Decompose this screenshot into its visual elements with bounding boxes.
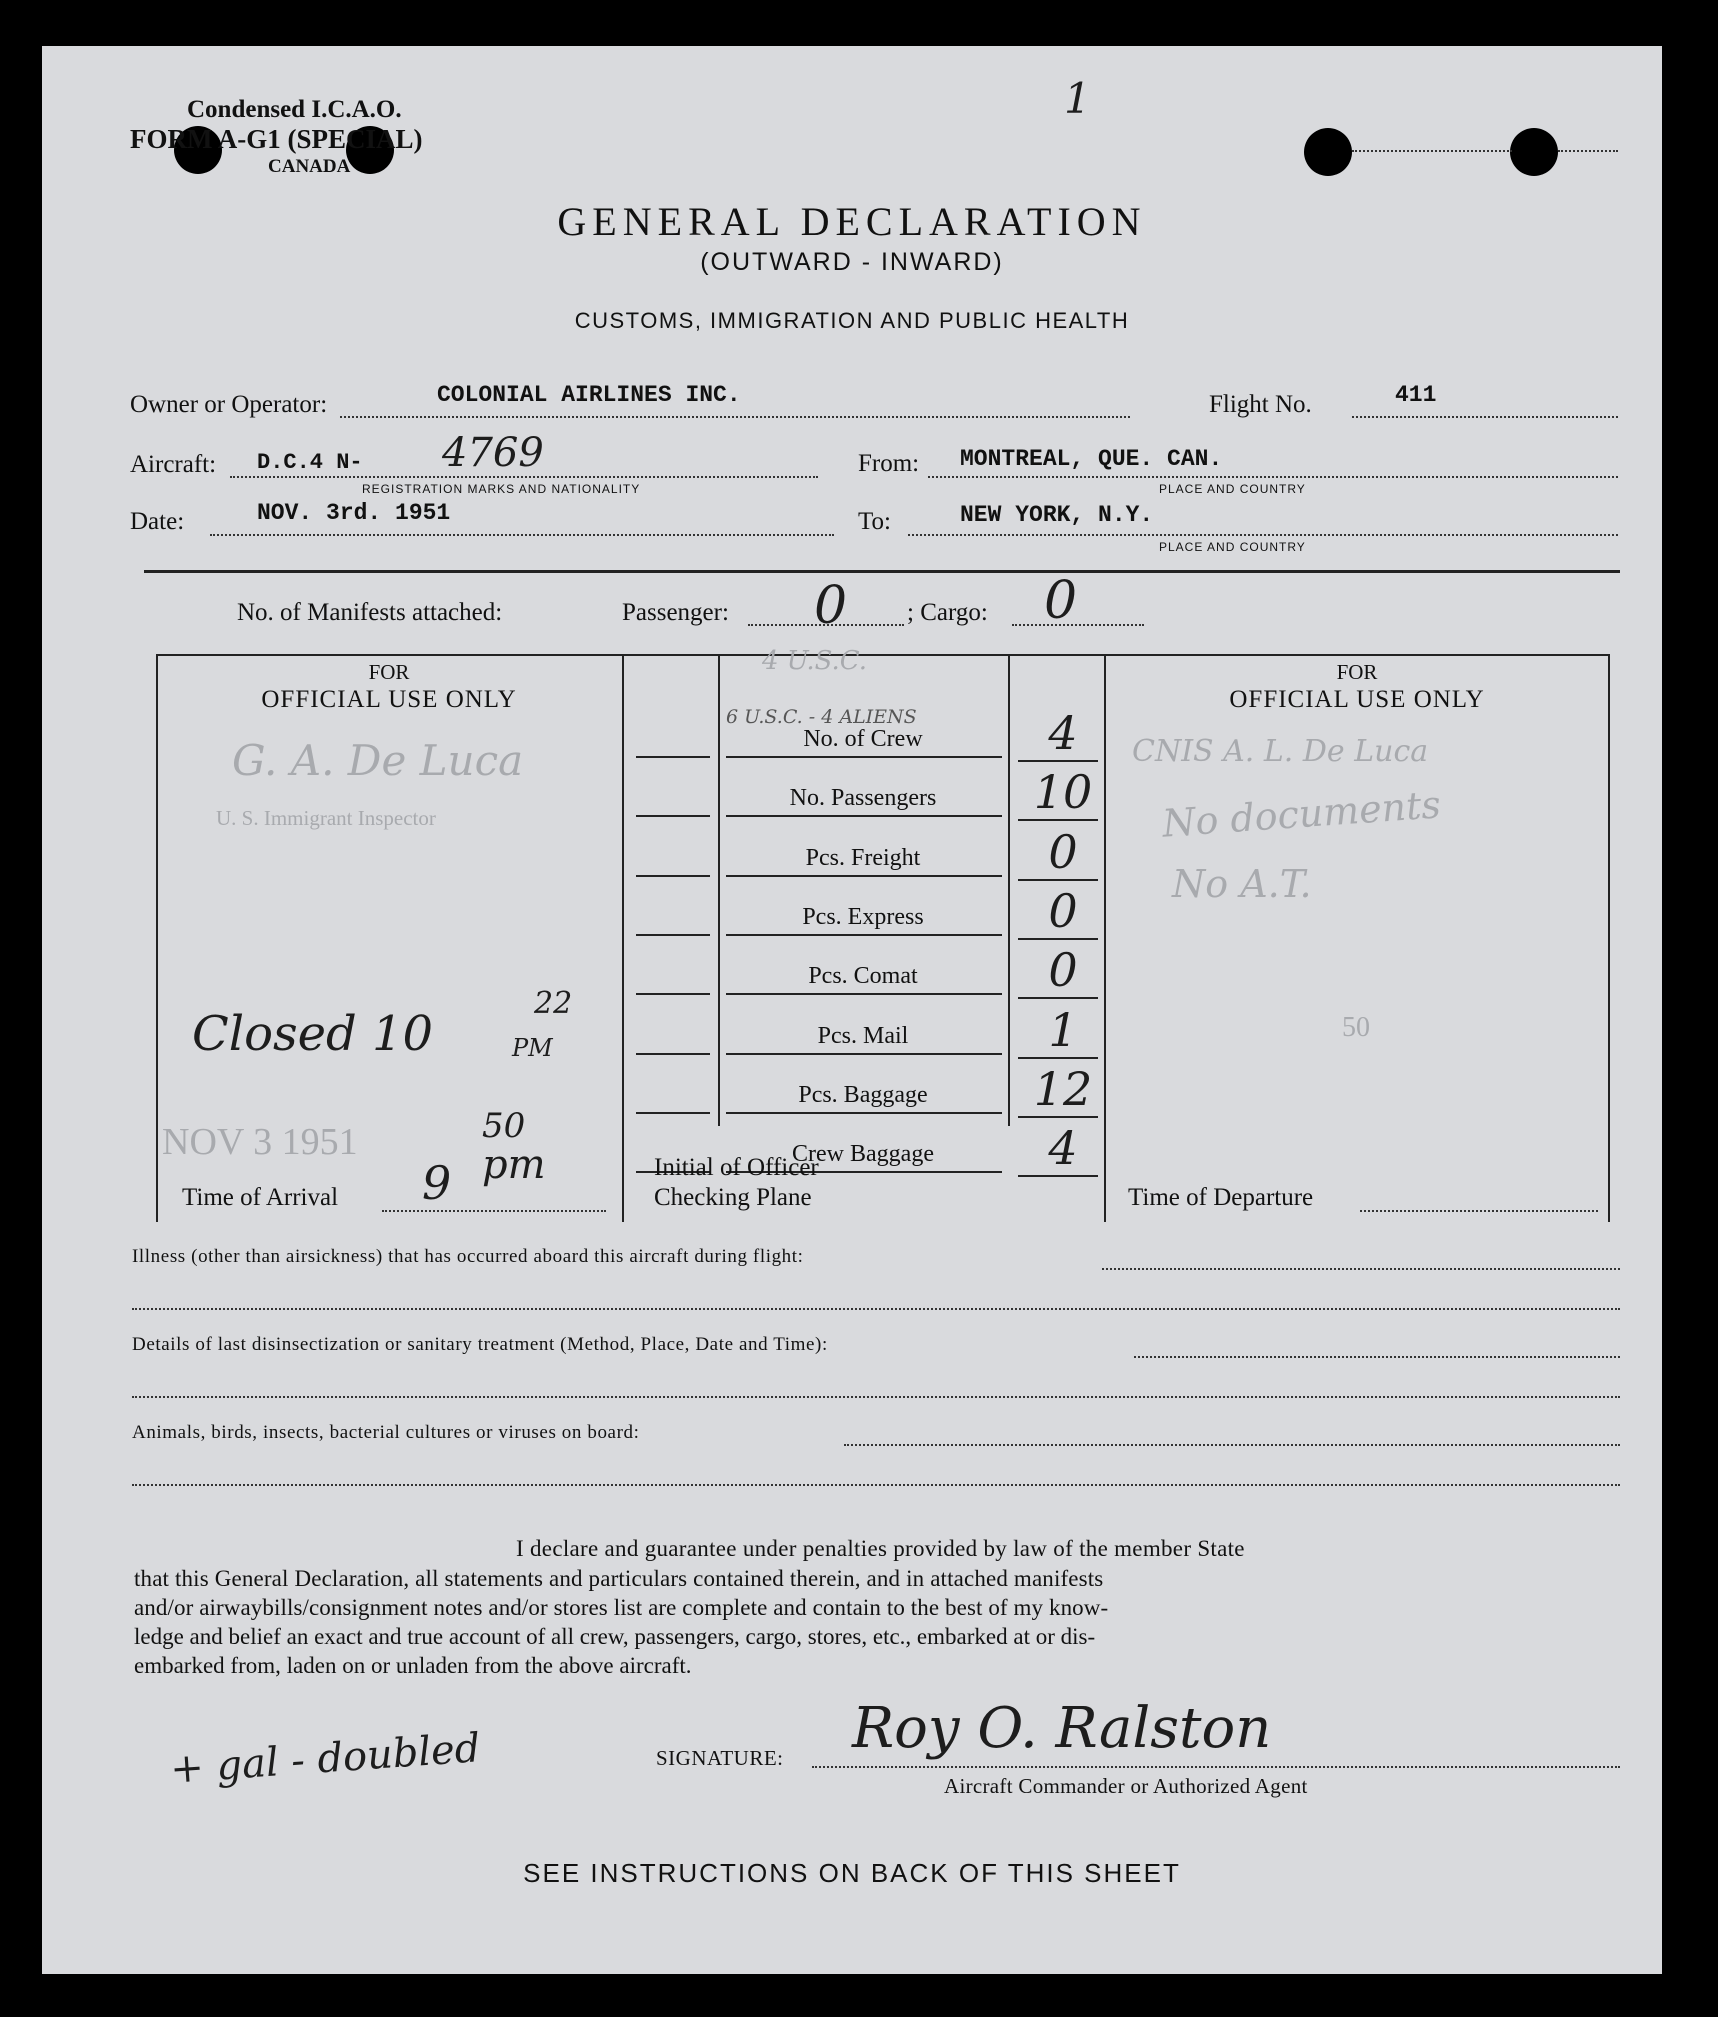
footer-instructions: SEE INSTRUCTIONS ON BACK OF THIS SHEET <box>523 1858 1181 1888</box>
disinsect-field-line[interactable] <box>1134 1356 1620 1358</box>
table-row-label: Pcs. Comat <box>808 963 918 990</box>
departure-field-line[interactable] <box>1360 1210 1598 1212</box>
table-row-label: Pcs. Baggage <box>798 1081 928 1108</box>
cargo-manifest-value: 0 <box>1044 571 1078 631</box>
table-row-value-underline <box>1018 997 1098 999</box>
table-row-value-underline <box>1018 879 1098 881</box>
arrival-minutes: 50 <box>482 1106 526 1146</box>
closed-pm: PM <box>512 1034 553 1062</box>
to-field-line[interactable] <box>908 534 1618 536</box>
declaration-line-3: and/or airwaybills/consignment notes and/or stores list are complete and contain to the best of my know- <box>134 1595 1109 1620</box>
table-row-value[interactable]: 4 <box>1048 706 1078 760</box>
right-official-for: FOR <box>1336 660 1378 684</box>
table-top-border <box>156 654 1610 656</box>
crew-note: 4 U.S.C. <box>762 646 867 676</box>
date-label: Date: <box>130 508 185 535</box>
left-official-faint-title: U. S. Immigrant Inspector <box>216 806 436 830</box>
signature-field-line[interactable] <box>812 1766 1620 1768</box>
table-row-label: No. Passengers <box>789 785 937 812</box>
table-row-label: Pcs. Express <box>802 903 924 930</box>
punch-hole-4 <box>1510 128 1558 176</box>
to-label: To: <box>858 508 891 535</box>
table-row-value-underline <box>1018 1057 1098 1059</box>
owner-label: Owner or Operator: <box>130 391 328 418</box>
right-official-note-2: No documents <box>1160 782 1443 846</box>
form-line-2: FORM A-G1 (SPECIAL) <box>130 124 423 154</box>
table-row-value-underline <box>1018 1116 1098 1118</box>
owner-field-line[interactable] <box>340 416 1130 418</box>
date-stamp: NOV 3 1951 <box>162 1121 358 1163</box>
passenger-manifest-label: Passenger: <box>622 599 729 626</box>
place-caption-2: PLACE AND COUNTRY <box>1159 540 1306 554</box>
table-row-value[interactable]: 10 <box>1033 765 1093 820</box>
flight-field-line[interactable] <box>1352 416 1618 418</box>
signature-name: Roy O. Ralston <box>852 1696 1272 1761</box>
table-divider-3 <box>718 654 720 1126</box>
table-row-label: Crew Baggage <box>792 1141 934 1168</box>
handwritten-note: + gal - doubled <box>168 1725 482 1793</box>
table-row-underline <box>726 934 1002 936</box>
registration-caption: REGISTRATION MARKS AND NATIONALITY <box>362 482 641 496</box>
table-row-underline <box>726 1112 1002 1114</box>
signature-caption: Aircraft Commander or Authorized Agent <box>944 1774 1308 1798</box>
arrival-label: Time of Arrival <box>182 1184 339 1211</box>
aircraft-field-line[interactable] <box>230 476 818 478</box>
table-row-value[interactable]: 12 <box>1033 1061 1093 1116</box>
table-row-label: Pcs. Freight <box>805 844 921 871</box>
left-official-for: FOR <box>368 660 410 684</box>
from-label: From: <box>858 450 920 477</box>
illness-field-line[interactable] <box>1102 1268 1620 1270</box>
table-row-value-underline <box>1018 819 1098 821</box>
cargo-manifest-label: ; Cargo: <box>907 599 988 626</box>
closed-minutes: 22 <box>534 986 573 1021</box>
table-row-underline <box>726 815 1002 817</box>
table-row-dash <box>636 934 710 936</box>
hole-connector-2 <box>1558 150 1618 152</box>
table-divider-1 <box>622 654 624 1222</box>
declaration-sheet <box>42 46 1662 1974</box>
table-row-underline <box>726 756 1002 758</box>
declaration-line-1: I declare and guarantee under penalties provided by law of the member State <box>516 1536 1245 1561</box>
table-row-label: No. of Crew <box>803 726 923 752</box>
hole-connector <box>1352 150 1512 152</box>
declaration-line-4: ledge and belief an exact and true account of all crew, passengers, cargo, stores, etc., embarked at or dis- <box>134 1624 1096 1649</box>
table-right-border <box>1608 654 1610 1222</box>
declaration-line-2: that this General Declaration, all statements and particulars contained therein, and in attached manifests <box>134 1566 1104 1591</box>
animals-field-line[interactable] <box>844 1444 1620 1446</box>
to-value: NEW YORK, N.Y. <box>960 502 1154 528</box>
form-line-3: CANADA <box>268 156 351 177</box>
left-official-signature: G. A. De Luca <box>232 736 524 785</box>
animals-label: Animals, birds, insects, bacterial cultures or viruses on board: <box>132 1422 640 1443</box>
table-row-dash <box>636 1053 710 1055</box>
disinsect-label: Details of last disinsectization or sanitary treatment (Method, Place, Date and Time): <box>132 1334 828 1355</box>
arrival-field-line[interactable] <box>382 1210 606 1212</box>
arrival-hour: 9 <box>422 1156 452 1210</box>
aircraft-label: Aircraft: <box>130 451 217 478</box>
place-caption: PLACE AND COUNTRY <box>1159 482 1306 496</box>
owner-value: COLONIAL AIRLINES INC. <box>437 382 741 408</box>
aircraft-value: D.C.4 N- <box>257 450 363 475</box>
table-left-border <box>156 654 158 1222</box>
table-row-underline <box>726 1053 1002 1055</box>
page-title: GENERAL DECLARATION <box>557 199 1147 244</box>
right-official-title: OFFICIAL USE ONLY <box>1229 686 1485 713</box>
form-line-1: Condensed I.C.A.O. <box>187 96 402 123</box>
table-divider-4 <box>1008 654 1010 1126</box>
table-row-value-underline <box>1018 1175 1098 1177</box>
flight-label: Flight No. <box>1209 391 1312 418</box>
from-value: MONTREAL, QUE. CAN. <box>960 446 1223 472</box>
table-row-label: Pcs. Mail <box>817 1022 909 1049</box>
table-row-dash <box>636 1112 710 1114</box>
table-row-value[interactable]: 0 <box>1048 943 1078 998</box>
right-official-note-3: No A.T. <box>1172 862 1312 906</box>
table-row-dash <box>636 875 710 877</box>
officer-label-line2: Checking Plane <box>654 1184 812 1211</box>
arrival-pm: pm <box>482 1142 546 1188</box>
table-row-dash <box>636 756 710 758</box>
table-row-value[interactable]: 0 <box>1048 824 1078 879</box>
page-subtitle: (OUTWARD - INWARD) <box>700 248 1004 276</box>
top-mark: 1 <box>1064 74 1091 123</box>
date-value: NOV. 3rd. 1951 <box>257 500 451 526</box>
table-row-underline <box>726 875 1002 877</box>
disinsect-field-line-2[interactable] <box>132 1396 1620 1398</box>
left-official-title: OFFICIAL USE ONLY <box>261 686 517 713</box>
illness-label: Illness (other than airsickness) that has occurred aboard this aircraft during flight: <box>132 1246 804 1267</box>
departure-label: Time of Departure <box>1128 1184 1314 1211</box>
passenger-note: 6 U.S.C. - 4 ALIENS <box>726 706 917 728</box>
table-row-value[interactable]: 0 <box>1048 883 1078 938</box>
declaration-line-5: embarked from, laden on or unladen from the above aircraft. <box>134 1653 692 1678</box>
right-official-faint: 50 <box>1342 1012 1370 1043</box>
officer-label-line1: Initial of Officer <box>654 1154 819 1181</box>
date-field-line[interactable] <box>210 534 834 536</box>
table-row-value-underline <box>1018 760 1098 762</box>
table-row-underline <box>726 993 1002 995</box>
table-row-dash <box>636 993 710 995</box>
signature-label: SIGNATURE: <box>656 1746 784 1770</box>
table-row-value[interactable]: 1 <box>1048 1002 1078 1057</box>
passenger-manifest-value: 0 <box>814 576 848 636</box>
from-field-line[interactable] <box>928 476 1618 478</box>
table-row-value[interactable]: 4 <box>1048 1121 1078 1176</box>
table-row-dash <box>636 815 710 817</box>
cargo-manifest-line[interactable] <box>1012 624 1144 626</box>
manifests-label: No. of Manifests attached: <box>237 599 503 626</box>
animals-field-line-2[interactable] <box>132 1484 1620 1486</box>
table-row-value-underline <box>1018 938 1098 940</box>
illness-field-line-2[interactable] <box>132 1308 1620 1310</box>
aircraft-registration: 4769 <box>442 430 544 476</box>
punch-hole-3 <box>1304 128 1352 176</box>
right-official-note-1: CNIS A. L. De Luca <box>1132 734 1429 769</box>
table-divider-2 <box>1104 654 1106 1222</box>
closed-note: Closed 10 <box>192 1006 434 1062</box>
flight-value: 411 <box>1395 382 1437 408</box>
section-divider <box>144 570 1620 573</box>
page-subtitle-2: CUSTOMS, IMMIGRATION AND PUBLIC HEALTH <box>574 308 1130 333</box>
